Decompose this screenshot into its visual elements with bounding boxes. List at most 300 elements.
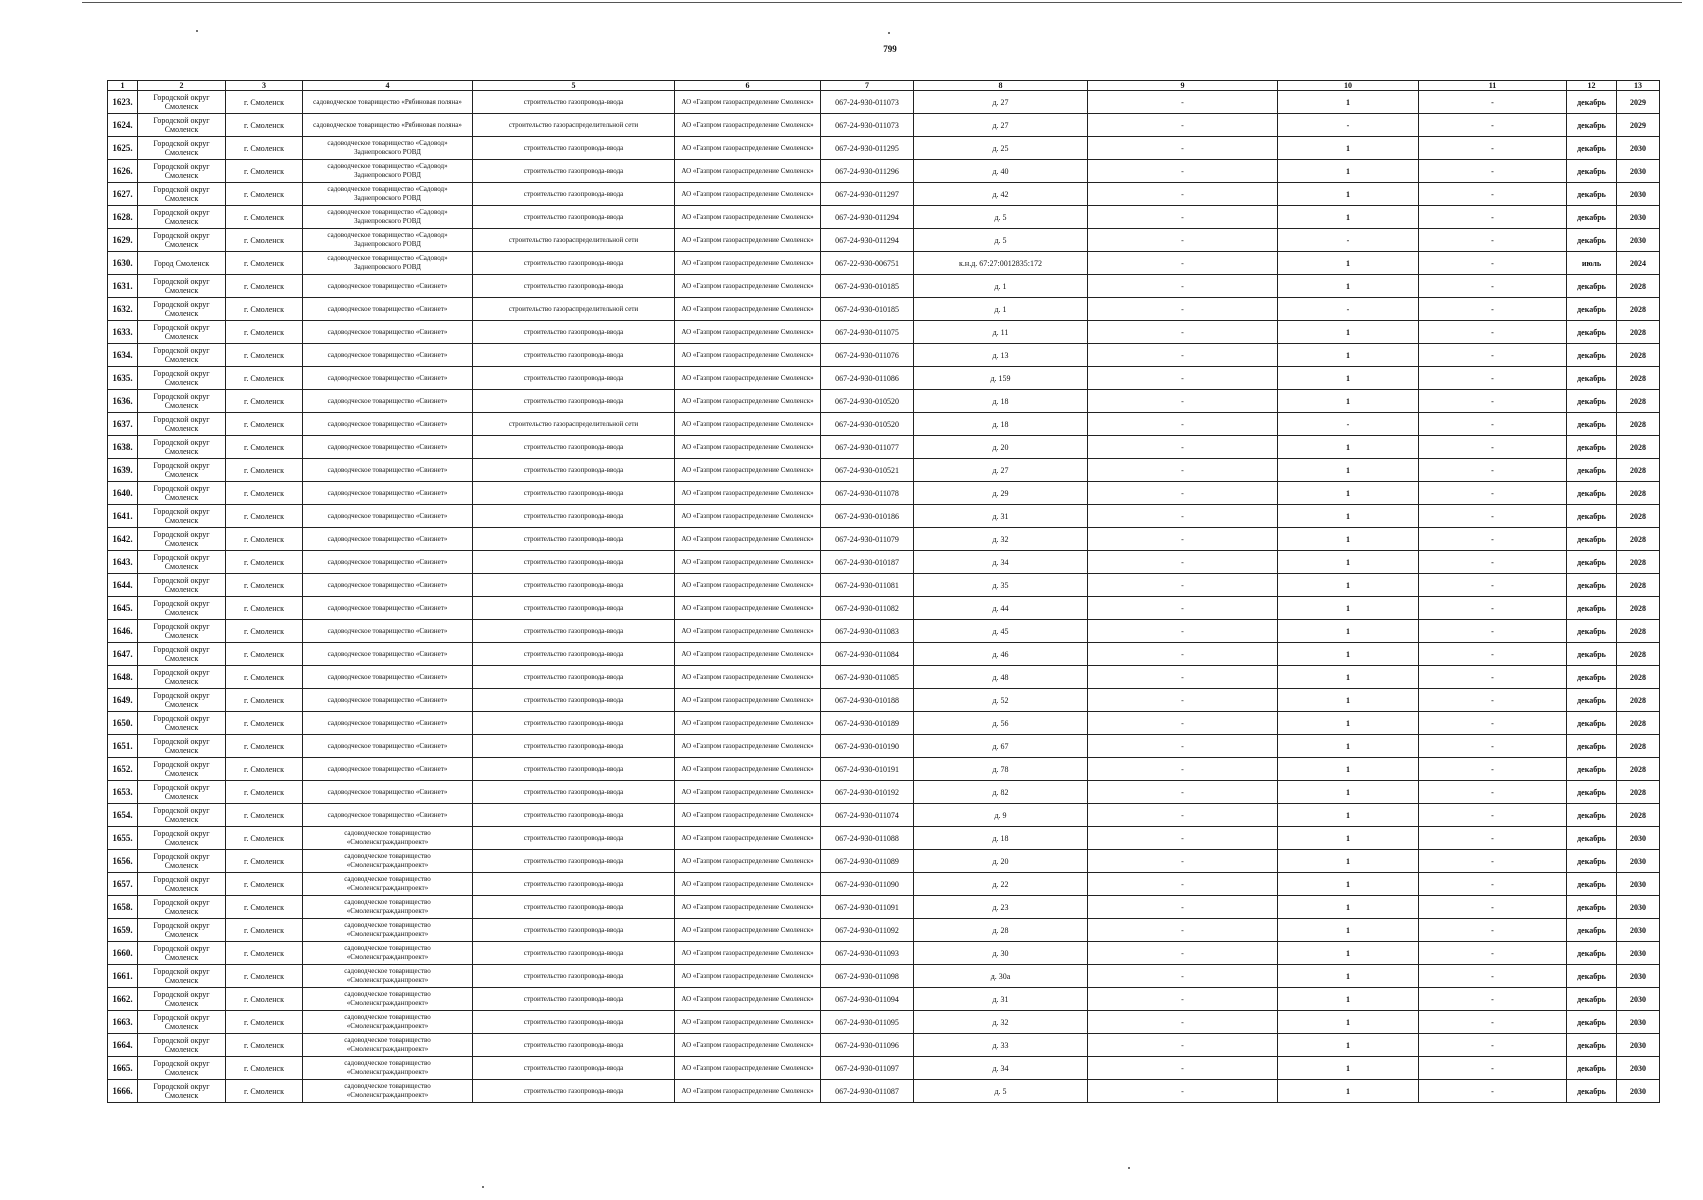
cell-col-8: д. 23: [914, 896, 1088, 919]
cell-col-4: садоводческое товарищество «Свизнет»: [303, 413, 473, 436]
cell-col-3: г. Смоленск: [226, 1011, 303, 1034]
cell-col-12: декабрь: [1567, 137, 1617, 160]
cell-col-9: -: [1088, 321, 1278, 344]
cell-col-9: -: [1088, 712, 1278, 735]
cell-col-9: -: [1088, 758, 1278, 781]
table-row: [108, 367, 1660, 390]
cell-col-1: 1629.: [108, 229, 138, 252]
table-row: [108, 689, 1660, 712]
cell-col-11: -: [1419, 206, 1567, 229]
cell-col-4: садоводческое товарищество «Смоленскгражданпроект»: [303, 873, 473, 896]
cell-col-11: -: [1419, 183, 1567, 206]
cell-col-10: 1: [1278, 436, 1419, 459]
cell-col-7: 067-24-930-010189: [821, 712, 914, 735]
cell-col-2: Городской округ Смоленск: [138, 551, 226, 574]
cell-col-2: Городской округ Смоленск: [138, 344, 226, 367]
cell-col-13: 2028: [1617, 344, 1660, 367]
cell-col-13: 2028: [1617, 666, 1660, 689]
cell-col-12: декабрь: [1567, 275, 1617, 298]
cell-col-12: декабрь: [1567, 620, 1617, 643]
cell-col-8: д. 9: [914, 804, 1088, 827]
cell-col-3: г. Смоленск: [226, 275, 303, 298]
cell-col-13: 2030: [1617, 229, 1660, 252]
table-row: [108, 574, 1660, 597]
table-row: [108, 804, 1660, 827]
table-row: [108, 505, 1660, 528]
cell-col-6: АО «Газпром газораспределение Смоленск»: [675, 620, 821, 643]
cell-col-11: -: [1419, 781, 1567, 804]
table-row: [108, 643, 1660, 666]
cell-col-6: АО «Газпром газораспределение Смоленск»: [675, 965, 821, 988]
cell-col-3: г. Смоленск: [226, 160, 303, 183]
cell-col-2: Городской округ Смоленск: [138, 919, 226, 942]
cell-col-10: 1: [1278, 206, 1419, 229]
cell-col-1: 1646.: [108, 620, 138, 643]
table-row: [108, 712, 1660, 735]
cell-col-9: -: [1088, 1080, 1278, 1103]
cell-col-7: 067-24-930-010191: [821, 758, 914, 781]
cell-col-13: 2028: [1617, 459, 1660, 482]
cell-col-4: садоводческое товарищество «Рябиновая поляна»: [303, 91, 473, 114]
cell-col-10: 1: [1278, 1057, 1419, 1080]
cell-col-13: 2028: [1617, 597, 1660, 620]
cell-col-6: АО «Газпром газораспределение Смоленск»: [675, 804, 821, 827]
cell-col-9: -: [1088, 367, 1278, 390]
cell-col-10: 1: [1278, 873, 1419, 896]
gasification-table: [107, 80, 1660, 1103]
cell-col-6: АО «Газпром газораспределение Смоленск»: [675, 597, 821, 620]
cell-col-12: декабрь: [1567, 1080, 1617, 1103]
cell-col-4: садоводческое товарищество «Свизнет»: [303, 551, 473, 574]
cell-col-13: 2028: [1617, 689, 1660, 712]
cell-col-10: -: [1278, 413, 1419, 436]
cell-col-2: Городской округ Смоленск: [138, 1034, 226, 1057]
cell-col-10: 1: [1278, 804, 1419, 827]
cell-col-3: г. Смоленск: [226, 758, 303, 781]
cell-col-8: д. 31: [914, 988, 1088, 1011]
table-row: [108, 275, 1660, 298]
cell-col-5: строительство газопровода-ввода: [473, 505, 675, 528]
cell-col-5: строительство газопровода-ввода: [473, 252, 675, 275]
cell-col-3: г. Смоленск: [226, 597, 303, 620]
table-row: [108, 390, 1660, 413]
cell-col-11: -: [1419, 505, 1567, 528]
cell-col-8: д. 27: [914, 91, 1088, 114]
cell-col-9: -: [1088, 965, 1278, 988]
cell-col-13: 2028: [1617, 482, 1660, 505]
cell-col-8: д. 48: [914, 666, 1088, 689]
cell-col-4: садоводческое товарищество «Садовод» Заднепровского РОВД: [303, 160, 473, 183]
cell-col-4: садоводческое товарищество «Смоленскгражданпроект»: [303, 1080, 473, 1103]
cell-col-8: д. 56: [914, 712, 1088, 735]
cell-col-3: г. Смоленск: [226, 873, 303, 896]
cell-col-8: д. 1: [914, 275, 1088, 298]
cell-col-13: 2030: [1617, 1011, 1660, 1034]
table-row: [108, 896, 1660, 919]
cell-col-10: 1: [1278, 275, 1419, 298]
cell-col-8: д. 30: [914, 942, 1088, 965]
cell-col-8: к.н.д. 67:27:0012835:172: [914, 252, 1088, 275]
cell-col-4: садоводческое товарищество «Свизнет»: [303, 620, 473, 643]
cell-col-5: строительство газопровода-ввода: [473, 1080, 675, 1103]
cell-col-11: -: [1419, 436, 1567, 459]
cell-col-4: садоводческое товарищество «Свизнет»: [303, 781, 473, 804]
cell-col-9: -: [1088, 735, 1278, 758]
cell-col-13: 2028: [1617, 643, 1660, 666]
cell-col-2: Городской округ Смоленск: [138, 413, 226, 436]
cell-col-9: -: [1088, 137, 1278, 160]
cell-col-6: АО «Газпром газораспределение Смоленск»: [675, 689, 821, 712]
cell-col-3: г. Смоленск: [226, 965, 303, 988]
cell-col-1: 1663.: [108, 1011, 138, 1034]
cell-col-1: 1644.: [108, 574, 138, 597]
cell-col-4: садоводческое товарищество «Свизнет»: [303, 321, 473, 344]
cell-col-1: 1625.: [108, 137, 138, 160]
cell-col-9: -: [1088, 1057, 1278, 1080]
cell-col-10: 1: [1278, 1080, 1419, 1103]
cell-col-10: 1: [1278, 988, 1419, 1011]
cell-col-13: 2030: [1617, 1057, 1660, 1080]
cell-col-3: г. Смоленск: [226, 896, 303, 919]
cell-col-7: 067-24-930-011092: [821, 919, 914, 942]
cell-col-1: 1657.: [108, 873, 138, 896]
cell-col-7: 067-24-930-011097: [821, 1057, 914, 1080]
cell-col-8: д. 25: [914, 137, 1088, 160]
cell-col-9: -: [1088, 344, 1278, 367]
table-row: [108, 942, 1660, 965]
cell-col-8: д. 30а: [914, 965, 1088, 988]
cell-col-9: -: [1088, 689, 1278, 712]
cell-col-6: АО «Газпром газораспределение Смоленск»: [675, 712, 821, 735]
cell-col-5: строительство газопровода-ввода: [473, 344, 675, 367]
cell-col-3: г. Смоленск: [226, 1057, 303, 1080]
cell-col-7: 067-24-930-011294: [821, 206, 914, 229]
table-row: [108, 1011, 1660, 1034]
cell-col-11: -: [1419, 804, 1567, 827]
cell-col-13: 2028: [1617, 413, 1660, 436]
cell-col-2: Городской округ Смоленск: [138, 91, 226, 114]
cell-col-12: декабрь: [1567, 390, 1617, 413]
cell-col-2: Городской округ Смоленск: [138, 321, 226, 344]
cell-col-4: садоводческое товарищество «Свизнет»: [303, 804, 473, 827]
cell-col-7: 067-24-930-010520: [821, 390, 914, 413]
cell-col-2: Городской округ Смоленск: [138, 735, 226, 758]
cell-col-1: 1623.: [108, 91, 138, 114]
cell-col-4: садоводческое товарищество «Свизнет»: [303, 597, 473, 620]
cell-col-9: -: [1088, 229, 1278, 252]
col-header: 10: [1278, 81, 1419, 91]
cell-col-1: 1650.: [108, 712, 138, 735]
cell-col-6: АО «Газпром газораспределение Смоленск»: [675, 1080, 821, 1103]
table-row: [108, 413, 1660, 436]
cell-col-7: 067-24-930-010186: [821, 505, 914, 528]
cell-col-3: г. Смоленск: [226, 413, 303, 436]
table-row: [108, 873, 1660, 896]
cell-col-3: г. Смоленск: [226, 459, 303, 482]
cell-col-7: 067-24-930-011075: [821, 321, 914, 344]
cell-col-1: 1655.: [108, 827, 138, 850]
cell-col-12: декабрь: [1567, 781, 1617, 804]
cell-col-4: садоводческое товарищество «Смоленскгражданпроект»: [303, 827, 473, 850]
cell-col-12: декабрь: [1567, 321, 1617, 344]
cell-col-13: 2030: [1617, 1080, 1660, 1103]
cell-col-7: 067-24-930-011091: [821, 896, 914, 919]
cell-col-6: АО «Газпром газораспределение Смоленск»: [675, 528, 821, 551]
cell-col-11: -: [1419, 229, 1567, 252]
cell-col-10: 1: [1278, 344, 1419, 367]
cell-col-9: -: [1088, 390, 1278, 413]
cell-col-5: строительство газопровода-ввода: [473, 275, 675, 298]
cell-col-10: 1: [1278, 91, 1419, 114]
cell-col-5: строительство газопровода-ввода: [473, 827, 675, 850]
cell-col-6: АО «Газпром газораспределение Смоленск»: [675, 390, 821, 413]
cell-col-2: Городской округ Смоленск: [138, 459, 226, 482]
table-row: [108, 666, 1660, 689]
cell-col-10: 1: [1278, 735, 1419, 758]
cell-col-3: г. Смоленск: [226, 183, 303, 206]
cell-col-10: 1: [1278, 827, 1419, 850]
cell-col-9: -: [1088, 114, 1278, 137]
cell-col-6: АО «Газпром газораспределение Смоленск»: [675, 735, 821, 758]
cell-col-12: декабрь: [1567, 160, 1617, 183]
cell-col-3: г. Смоленск: [226, 1034, 303, 1057]
scan-speck: [482, 1186, 484, 1188]
cell-col-13: 2028: [1617, 390, 1660, 413]
cell-col-6: АО «Газпром газораспределение Смоленск»: [675, 459, 821, 482]
table-row: [108, 1080, 1660, 1103]
cell-col-6: АО «Газпром газораспределение Смоленск»: [675, 436, 821, 459]
cell-col-1: 1656.: [108, 850, 138, 873]
cell-col-4: садоводческое товарищество «Садовод» Заднепровского РОВД: [303, 229, 473, 252]
table-row: [108, 137, 1660, 160]
cell-col-8: д. 20: [914, 850, 1088, 873]
cell-col-3: г. Смоленск: [226, 528, 303, 551]
cell-col-6: АО «Газпром газораспределение Смоленск»: [675, 551, 821, 574]
cell-col-10: 1: [1278, 137, 1419, 160]
cell-col-3: г. Смоленск: [226, 1080, 303, 1103]
cell-col-3: г. Смоленск: [226, 344, 303, 367]
cell-col-13: 2028: [1617, 528, 1660, 551]
cell-col-3: г. Смоленск: [226, 689, 303, 712]
cell-col-9: -: [1088, 873, 1278, 896]
cell-col-1: 1658.: [108, 896, 138, 919]
cell-col-13: 2030: [1617, 942, 1660, 965]
cell-col-7: 067-24-930-011095: [821, 1011, 914, 1034]
cell-col-4: садоводческое товарищество «Свизнет»: [303, 459, 473, 482]
cell-col-13: 2028: [1617, 712, 1660, 735]
cell-col-10: 1: [1278, 390, 1419, 413]
cell-col-5: строительство газопровода-ввода: [473, 942, 675, 965]
cell-col-2: Городской округ Смоленск: [138, 183, 226, 206]
cell-col-9: -: [1088, 275, 1278, 298]
cell-col-12: декабрь: [1567, 850, 1617, 873]
cell-col-12: декабрь: [1567, 114, 1617, 137]
cell-col-6: АО «Газпром газораспределение Смоленск»: [675, 827, 821, 850]
col-header: 9: [1088, 81, 1278, 91]
cell-col-2: Городской округ Смоленск: [138, 206, 226, 229]
cell-col-3: г. Смоленск: [226, 229, 303, 252]
cell-col-5: строительство газопровода-ввода: [473, 574, 675, 597]
cell-col-6: АО «Газпром газораспределение Смоленск»: [675, 344, 821, 367]
cell-col-11: -: [1419, 643, 1567, 666]
cell-col-10: 1: [1278, 781, 1419, 804]
table-row: [108, 1057, 1660, 1080]
cell-col-10: 1: [1278, 321, 1419, 344]
cell-col-5: строительство газопровода-ввода: [473, 436, 675, 459]
cell-col-9: -: [1088, 942, 1278, 965]
col-header: 11: [1419, 81, 1567, 91]
cell-col-8: д. 27: [914, 114, 1088, 137]
cell-col-2: Городской округ Смоленск: [138, 482, 226, 505]
cell-col-13: 2030: [1617, 965, 1660, 988]
cell-col-4: садоводческое товарищество «Свизнет»: [303, 275, 473, 298]
cell-col-4: садоводческое товарищество «Смоленскгражданпроект»: [303, 896, 473, 919]
cell-col-2: Городской округ Смоленск: [138, 1080, 226, 1103]
table-body: [108, 91, 1660, 1103]
cell-col-1: 1631.: [108, 275, 138, 298]
cell-col-5: строительство газопровода-ввода: [473, 735, 675, 758]
cell-col-1: 1645.: [108, 597, 138, 620]
cell-col-5: строительство газопровода-ввода: [473, 367, 675, 390]
cell-col-7: 067-24-930-011073: [821, 114, 914, 137]
cell-col-8: д. 5: [914, 206, 1088, 229]
cell-col-1: 1651.: [108, 735, 138, 758]
cell-col-11: -: [1419, 597, 1567, 620]
cell-col-5: строительство газопровода-ввода: [473, 160, 675, 183]
cell-col-7: 067-24-930-011098: [821, 965, 914, 988]
cell-col-4: садоводческое товарищество «Смоленскгражданпроект»: [303, 850, 473, 873]
cell-col-2: Городской округ Смоленск: [138, 436, 226, 459]
cell-col-8: д. 32: [914, 1011, 1088, 1034]
cell-col-3: г. Смоленск: [226, 712, 303, 735]
cell-col-9: -: [1088, 459, 1278, 482]
cell-col-13: 2030: [1617, 988, 1660, 1011]
cell-col-6: АО «Газпром газораспределение Смоленск»: [675, 1057, 821, 1080]
cell-col-12: декабрь: [1567, 574, 1617, 597]
cell-col-5: строительство газопровода-ввода: [473, 919, 675, 942]
cell-col-6: АО «Газпром газораспределение Смоленск»: [675, 482, 821, 505]
cell-col-12: декабрь: [1567, 758, 1617, 781]
cell-col-4: садоводческое товарищество «Смоленскгражданпроект»: [303, 1034, 473, 1057]
cell-col-11: -: [1419, 459, 1567, 482]
cell-col-4: садоводческое товарищество «Свизнет»: [303, 390, 473, 413]
cell-col-1: 1638.: [108, 436, 138, 459]
cell-col-2: Городской округ Смоленск: [138, 712, 226, 735]
cell-col-5: строительство газопровода-ввода: [473, 850, 675, 873]
cell-col-9: -: [1088, 505, 1278, 528]
cell-col-8: д. 1: [914, 298, 1088, 321]
table-row: [108, 321, 1660, 344]
cell-col-13: 2028: [1617, 735, 1660, 758]
cell-col-6: АО «Газпром газораспределение Смоленск»: [675, 574, 821, 597]
cell-col-11: -: [1419, 114, 1567, 137]
cell-col-4: садоводческое товарищество «Свизнет»: [303, 712, 473, 735]
cell-col-13: 2028: [1617, 321, 1660, 344]
cell-col-9: -: [1088, 850, 1278, 873]
cell-col-2: Городской округ Смоленск: [138, 643, 226, 666]
table-row: [108, 827, 1660, 850]
cell-col-3: г. Смоленск: [226, 206, 303, 229]
cell-col-6: АО «Газпром газораспределение Смоленск»: [675, 781, 821, 804]
cell-col-9: -: [1088, 91, 1278, 114]
cell-col-5: строительство газопровода-ввода: [473, 804, 675, 827]
cell-col-11: -: [1419, 91, 1567, 114]
cell-col-6: АО «Газпром газораспределение Смоленск»: [675, 758, 821, 781]
table-row: [108, 459, 1660, 482]
cell-col-10: -: [1278, 229, 1419, 252]
cell-col-8: д. 31: [914, 505, 1088, 528]
cell-col-5: строительство газопровода-ввода: [473, 482, 675, 505]
cell-col-10: 1: [1278, 183, 1419, 206]
cell-col-5: строительство газопровода-ввода: [473, 965, 675, 988]
cell-col-12: декабрь: [1567, 551, 1617, 574]
cell-col-4: садоводческое товарищество «Свизнет»: [303, 574, 473, 597]
cell-col-10: 1: [1278, 574, 1419, 597]
cell-col-12: декабрь: [1567, 1011, 1617, 1034]
cell-col-2: Городской округ Смоленск: [138, 850, 226, 873]
cell-col-11: -: [1419, 367, 1567, 390]
cell-col-3: г. Смоленск: [226, 781, 303, 804]
cell-col-12: декабрь: [1567, 873, 1617, 896]
cell-col-7: 067-24-930-011094: [821, 988, 914, 1011]
cell-col-7: 067-24-930-011076: [821, 344, 914, 367]
cell-col-7: 067-24-930-011078: [821, 482, 914, 505]
col-header: 12: [1567, 81, 1617, 91]
cell-col-8: д. 46: [914, 643, 1088, 666]
cell-col-4: садоводческое товарищество «Свизнет»: [303, 689, 473, 712]
cell-col-1: 1642.: [108, 528, 138, 551]
cell-col-1: 1649.: [108, 689, 138, 712]
cell-col-7: 067-24-930-011087: [821, 1080, 914, 1103]
cell-col-1: 1627.: [108, 183, 138, 206]
cell-col-5: строительство газораспределительной сети: [473, 413, 675, 436]
cell-col-5: строительство газопровода-ввода: [473, 758, 675, 781]
col-header: 1: [108, 81, 138, 91]
cell-col-7: 067-22-930-006751: [821, 252, 914, 275]
cell-col-8: д. 5: [914, 1080, 1088, 1103]
cell-col-13: 2028: [1617, 367, 1660, 390]
cell-col-10: 1: [1278, 482, 1419, 505]
cell-col-13: 2030: [1617, 160, 1660, 183]
cell-col-7: 067-24-930-011294: [821, 229, 914, 252]
cell-col-7: 067-24-930-011297: [821, 183, 914, 206]
cell-col-4: садоводческое товарищество «Свизнет»: [303, 735, 473, 758]
cell-col-8: д. 13: [914, 344, 1088, 367]
cell-col-11: -: [1419, 965, 1567, 988]
cell-col-11: -: [1419, 528, 1567, 551]
cell-col-1: 1635.: [108, 367, 138, 390]
cell-col-7: 067-24-930-011088: [821, 827, 914, 850]
cell-col-8: д. 11: [914, 321, 1088, 344]
cell-col-12: декабрь: [1567, 459, 1617, 482]
cell-col-8: д. 20: [914, 436, 1088, 459]
cell-col-8: д. 5: [914, 229, 1088, 252]
cell-col-2: Городской округ Смоленск: [138, 597, 226, 620]
cell-col-7: 067-24-930-011090: [821, 873, 914, 896]
cell-col-8: д. 34: [914, 1057, 1088, 1080]
cell-col-4: садоводческое товарищество «Свизнет»: [303, 528, 473, 551]
cell-col-6: АО «Газпром газораспределение Смоленск»: [675, 183, 821, 206]
cell-col-2: Городской округ Смоленск: [138, 1011, 226, 1034]
cell-col-5: строительство газораспределительной сети: [473, 229, 675, 252]
cell-col-6: АО «Газпром газораспределение Смоленск»: [675, 919, 821, 942]
cell-col-2: Городской округ Смоленск: [138, 528, 226, 551]
cell-col-7: 067-24-930-010188: [821, 689, 914, 712]
cell-col-1: 1637.: [108, 413, 138, 436]
cell-col-5: строительство газопровода-ввода: [473, 1057, 675, 1080]
cell-col-9: -: [1088, 620, 1278, 643]
cell-col-12: декабрь: [1567, 206, 1617, 229]
